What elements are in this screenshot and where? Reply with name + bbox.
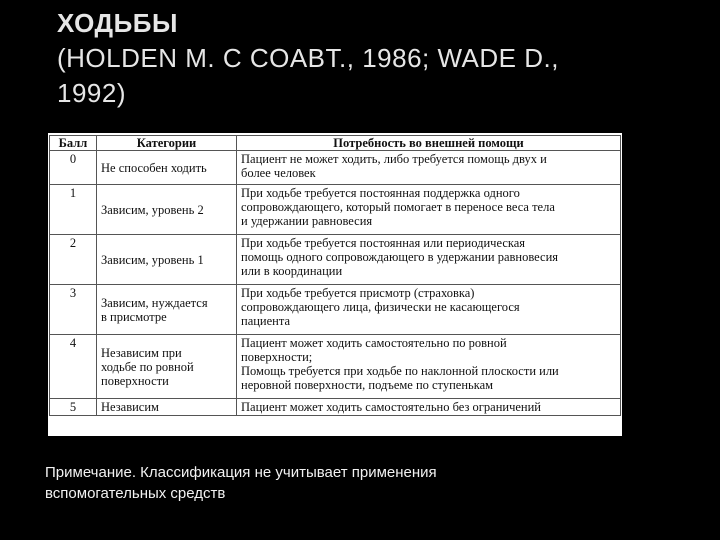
table-header-row [50,136,621,151]
help-line: или в координации [241,264,343,278]
table-row [50,185,621,235]
row-help [237,285,621,335]
help-line: более человек [241,166,316,180]
row-help [237,151,621,185]
help-line: пациента [241,314,291,328]
help-line: При ходьбе требуется постоянная или периодическая [241,236,526,250]
category-line: Зависим, нуждается [101,295,208,310]
row-score: 5 [50,399,97,416]
help-line: поверхности; [241,350,313,364]
row-score: 0 [50,151,97,185]
walking-scale-table [49,135,621,416]
category-line: ходьбе по ровной [101,359,194,374]
help-line: Помощь требуется при ходьбе по наклонной плоскости или [241,364,559,378]
row-category [97,285,237,335]
footnote [45,462,437,504]
header-score: Балл [50,136,97,151]
row-score: 3 [50,285,97,335]
row-category: Не способен ходить [97,151,237,185]
category-line: в присмотре [101,309,167,324]
help-line: Пациент не может ходить, либо требуется помощь двух и [241,152,547,166]
scale-table-image [48,133,622,436]
table-row [50,285,621,335]
category-line: поверхности [101,373,169,388]
help-line: помощь одного сопровождающего в удержании равновесия [241,250,559,264]
table-row [50,235,621,285]
help-line: Пациент может ходить самостоятельно по ровной [241,336,507,350]
row-score: 4 [50,335,97,399]
help-line: и удержании равновесия [241,214,373,228]
table-row [50,151,621,185]
table-row [50,335,621,399]
table-row [50,399,621,416]
row-help [237,335,621,399]
row-category: Зависим, уровень 1 [97,235,237,285]
row-category: Независим [97,399,237,416]
help-line: Пациент может ходить самостоятельно без ограничений [241,400,541,414]
row-help [237,399,621,416]
help-line: При ходьбе требуется постоянная поддержка одного [241,186,520,200]
row-category: Зависим, уровень 2 [97,185,237,235]
header-category: Категории [97,136,237,151]
footnote-line-1: Примечание. Классификация не учитывает применения [45,464,437,481]
slide-title-line-3: 1992) [57,78,126,108]
help-line: При ходьбе требуется присмотр (страховка) [241,286,475,300]
slide-title-line-2: (HOLDEN M. C COABT., 1986; WADE D., [57,43,559,73]
row-help [237,185,621,235]
category-line: Независим при [101,345,182,360]
help-line: неровной поверхности, подъеме по ступенькам [241,378,494,392]
help-line: сопровождающего лица, физически не касающегося [241,300,520,314]
row-help [237,235,621,285]
footnote-line-2: вспомогательных средств [45,485,226,502]
row-score: 2 [50,235,97,285]
row-score: 1 [50,185,97,235]
slide-title [57,6,559,111]
row-category [97,335,237,399]
slide-title-line-1: ХОДЬБЫ [57,8,178,38]
help-line: сопровождающего, который помогает в переносе веса тела [241,200,555,214]
header-help: Потребность во внешней помощи [237,136,621,151]
